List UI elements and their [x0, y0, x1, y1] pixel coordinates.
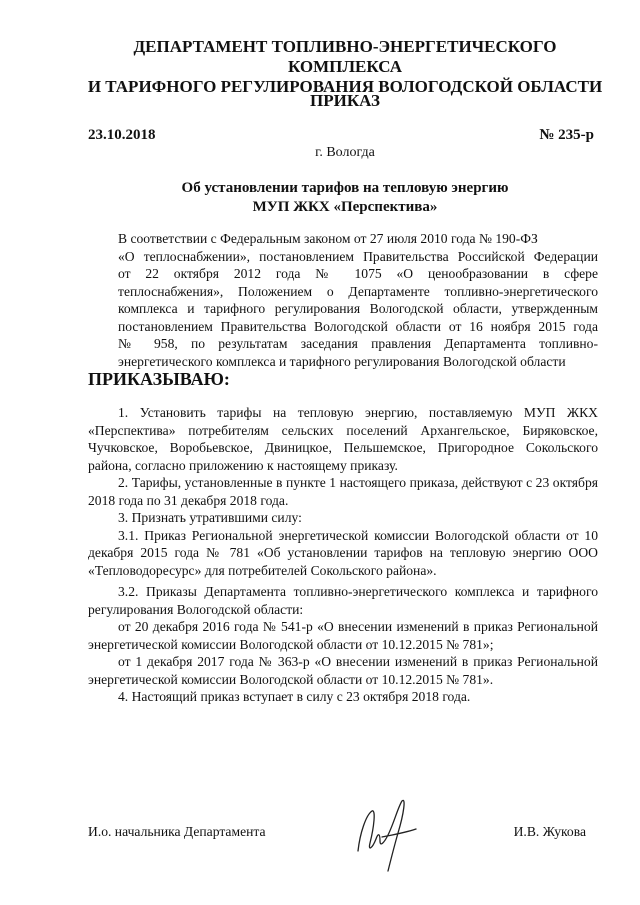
order-word: ПРИКАЗЫВАЮ: — [88, 369, 230, 389]
signatory-position: И.о. начальника Департамента — [88, 824, 266, 839]
preamble-paragraph — [88, 230, 598, 370]
order-item-3-2: 3.2. Приказы Департамента топливно-энергетического комплекса и тарифного регулирования Вологодской области: — [88, 584, 598, 617]
preamble-line: теплоснабжения», Положением о Департаменте топливно-энергетического — [118, 283, 598, 299]
document-number: № 235-р — [539, 127, 594, 143]
order-item-4: 4. Настоящий приказ вступает в силу с 23 октября 2018 года. — [118, 689, 471, 704]
order-item-3-2-a: от 20 декабря 2016 года № 541-р «О внесении изменений в приказ Региональной энергетической комиссии Вологодской области от 10.12.2015 № 781»; — [88, 619, 598, 652]
subject-line-1: Об установлении тарифов на тепловую энергию — [181, 180, 509, 196]
organization-header — [80, 37, 610, 97]
preamble-line: от 22 октября 2012 года № 1075 «О ценообразовании в сфере — [118, 266, 598, 281]
order-items — [88, 404, 598, 706]
preamble-line: комплекса и тарифного регулирования Вологодской области, утвержденным — [118, 301, 598, 316]
handwritten-signature — [352, 793, 422, 873]
document-date: 23.10.2018 — [88, 127, 156, 143]
order-item-2: 2. Тарифы, установленные в пункте 1 настоящего приказа, действуют с 23 октября 2018 года по 31 декабря 2018 года. — [88, 475, 598, 508]
preamble-line: постановлением Правительства Вологодской области от 16 ноября 2015 года — [118, 318, 598, 334]
order-item-3-2-b: от 1 декабря 2017 года № 363-р «О внесении изменений в приказ Региональной энергетической комиссии Вологодской области от 10.12.2015 № 781». — [88, 654, 598, 687]
org-line-1: ДЕПАРТАМЕНТ ТОПЛИВНО-ЭНЕРГЕТИЧЕСКОГО КОМПЛЕКСА — [133, 37, 557, 76]
preamble-line: «О теплоснабжении», постановлением Правительства Российской Федерации — [118, 248, 598, 264]
document-city: г. Вологда — [315, 145, 375, 160]
preamble-line: энергетического комплекса и тарифного регулирования Вологодской области — [118, 353, 566, 369]
signatory-name: И.В. Жукова — [513, 824, 586, 839]
order-item-3: 3. Признать утратившими силу: — [118, 510, 302, 525]
preamble-line: В соответствии с Федеральным законом от 27 июля 2010 года № 190-ФЗ — [118, 231, 538, 246]
order-item-3-1: 3.1. Приказ Региональной энергетической комиссии Вологодской области от 10 декабря 2015 года № 781 «Об установлении тарифов на тепловую энергию ООО «Тепловодоресурс» для потребителей Сокольского района». — [88, 527, 598, 578]
preamble-line: № 958, по результатам заседания правления Департамента топливно- — [118, 336, 598, 351]
order-item-1: 1. Установить тарифы на тепловую энергию, поставляемую МУП ЖКХ «Перспектива» потребителям сельских поселений Архангельское, Биряковское, Чучковское, Воробьевское, Двиницкое, Пельшемское, Пригородное Сокольского района, согласно приложению к настоящему приказу. — [88, 405, 598, 473]
document-type: ПРИКАЗ — [310, 91, 380, 110]
subject-line-2: МУП ЖКХ «Перспектива» — [252, 199, 438, 215]
document-subject — [80, 179, 610, 217]
org-line-2: И ТАРИФНОГО РЕГУЛИРОВАНИЯ ВОЛОГОДСКОЙ ОБЛАСТИ — [87, 77, 603, 96]
